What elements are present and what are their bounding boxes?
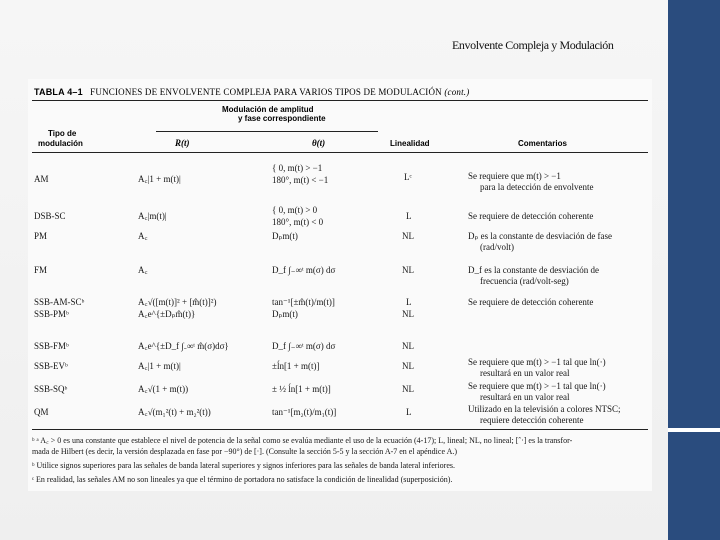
header-linearity: Linealidad (390, 139, 430, 148)
footnote-a-line1: ᵇ ᵃ A꜀ > 0 es una constante que establece el nivel de potencia de la señal como se evalúa mediante el uso de la ecuación (4-17); L, lineal; NL, no lineal; [ˆ·] es la transfor- (32, 436, 573, 445)
footnote-a-line2: mada de Hilbert (es decir, la versión desplazada en fase por −90°) de [·]. (Consulte la sección 5-5 y la sección A-7 en el apéndice A.) (32, 447, 458, 456)
row-ssbamsc-lin: L (406, 297, 412, 307)
header-r: R(t) (175, 138, 190, 148)
row-ssbpm-type: SSB-PMᵇ (34, 309, 69, 319)
group-rule (156, 131, 378, 132)
row-pm-theta-1: Dₚm(t) (272, 231, 298, 241)
row-fm-comment-1: D_f es la constante de desviación de (468, 265, 599, 275)
row-ssbsq-type: SSB-SQᵇ (34, 384, 68, 394)
row-am-comment-2: para la detección de envolvente (480, 182, 594, 192)
row-dsbsc-type: DSB-SC (34, 211, 66, 221)
row-ssbev-type: SSB-EVᵇ (34, 361, 68, 371)
row-ssbsq-lin: NL (402, 384, 414, 394)
table-number: TABLA 4–1 (34, 87, 83, 97)
row-fm-r: A꜀ (138, 265, 148, 275)
row-ssbamsc-type: SSB-AM-SCᵇ (34, 297, 85, 307)
row-ssbev-comment-1: Se requiere que m(t) > −1 tal que ln(·) (468, 357, 606, 367)
row-qm-lin: L (406, 407, 412, 417)
row-fm-lin: NL (402, 265, 414, 275)
row-am-type: AM (34, 174, 49, 184)
row-ssbpm-theta-1: Dₚm(t) (272, 309, 298, 319)
row-ssbsq-r: A꜀√(1 + m(t)) (138, 384, 189, 394)
row-ssbamsc-r: A꜀√([m(t)]² + [m̂(t)]²) (138, 297, 217, 307)
row-dsbsc-comment-1: Se requiere de detección coherente (468, 211, 594, 221)
row-ssbsq-comment-1: Se requiere que m(t) > −1 tal que ln(·) (468, 381, 606, 391)
row-ssbfm-lin: NL (402, 341, 414, 351)
row-dsbsc-theta-2: 180°, m(t) < 0 (272, 217, 324, 227)
row-qm-type: QM (34, 407, 49, 417)
row-qm-r: A꜀√(m₁²(t) + m₂²(t)) (138, 407, 211, 417)
accent-sidebar (668, 0, 720, 540)
slide-title: Envolvente Compleja y Modulación (452, 38, 614, 52)
row-fm-comment-2: frecuencia (rad/volt-seg) (480, 276, 569, 286)
row-am-comment-1: Se requiere que m(t) > −1 (468, 171, 561, 181)
header-comments: Comentarios (518, 139, 567, 148)
row-ssbsq-comment-2: resultará en un valor real (480, 392, 570, 402)
row-ssbev-lin: NL (402, 361, 414, 371)
row-dsbsc-lin: L (406, 211, 412, 221)
row-ssbev-comment-2: resultará en un valor real (480, 368, 570, 378)
row-am-theta-1: { 0, m(t) > −1 (272, 163, 323, 173)
row-dsbsc-theta-1: { 0, m(t) > 0 (272, 205, 318, 215)
row-pm-comment-1: Dₚ es la constante de desviación de fase (468, 231, 613, 241)
table-caption: FUNCIONES DE ENVOLVENTE COMPLEJA PARA VARIOS TIPOS DE MODULACIÓN (90, 87, 442, 97)
row-ssbpm-lin: NL (402, 309, 414, 319)
row-qm-comment-1: Utilizado en la televisión a colores NTSC; (468, 404, 621, 414)
header-type-line2: modulación (38, 139, 83, 148)
row-ssbfm-type: SSB-FMᵇ (34, 341, 69, 351)
header-type-line1: Tipo de (48, 129, 77, 138)
header-rule (32, 152, 648, 153)
row-ssbamsc-theta-1: tan⁻¹[±m̂(t)/m(t)] (272, 297, 335, 307)
row-ssbev-theta-1: ±ĺn[1 + m(t)] (272, 361, 320, 371)
row-pm-lin: NL (402, 231, 414, 241)
row-fm-type: FM (34, 265, 48, 275)
row-am-lin: Lᶜ (404, 172, 412, 182)
row-ssbfm-r: A꜀e^{±D_f ∫₋∞ᵗ m̂(σ)dσ} (138, 341, 229, 351)
row-ssbev-r: A꜀|1 + m(t)| (138, 361, 181, 371)
footnote-b: ᵇ Utilice signos superiores para las señales de banda lateral superiores y signos inferiores para las señales de banda lateral inferiores. (32, 461, 455, 470)
bottom-rule (32, 429, 648, 430)
table-cont: (cont.) (444, 87, 470, 97)
row-ssbsq-theta-1: ± ½ ĺn[1 + m(t)] (272, 384, 331, 394)
row-fm-theta-1: D_f ∫₋∞ᵗ m(σ) dσ (272, 265, 336, 275)
row-am-theta-2: 180°, m(t) < −1 (272, 175, 329, 185)
row-am-r: A꜀|1 + m(t)| (138, 174, 181, 184)
row-pm-comment-2: (rad/volt) (480, 242, 514, 252)
table-title (34, 87, 469, 97)
footnote-c: ᶜ En realidad, las señales AM no son lineales ya que el término de portadora no satisface la condición de linealidad (superposición). (32, 475, 453, 484)
top-rule (32, 100, 648, 101)
row-pm-r: A꜀ (138, 231, 148, 241)
group-header-line1: Modulación de amplitud (222, 105, 314, 114)
header-theta: θ(t) (312, 138, 326, 148)
row-dsbsc-r: A꜀|m(t)| (138, 211, 167, 221)
row-qm-theta-1: tan⁻¹[m₂(t)/m₁(t)] (272, 407, 337, 417)
group-header-line2: y fase correspondiente (238, 114, 326, 123)
row-ssbfm-theta-1: D_f ∫₋∞ᵗ m(σ) dσ (272, 341, 336, 351)
row-qm-comment-2: requiere detección coherente (480, 415, 584, 425)
row-pm-type: PM (34, 231, 48, 241)
sidebar-divider (668, 428, 720, 432)
scanned-table-page (28, 79, 652, 491)
row-ssbpm-r: A꜀e^{±Dₚm̂(t)} (138, 309, 196, 319)
row-ssbamsc-comment-1: Se requiere de detección coherente (468, 297, 594, 307)
